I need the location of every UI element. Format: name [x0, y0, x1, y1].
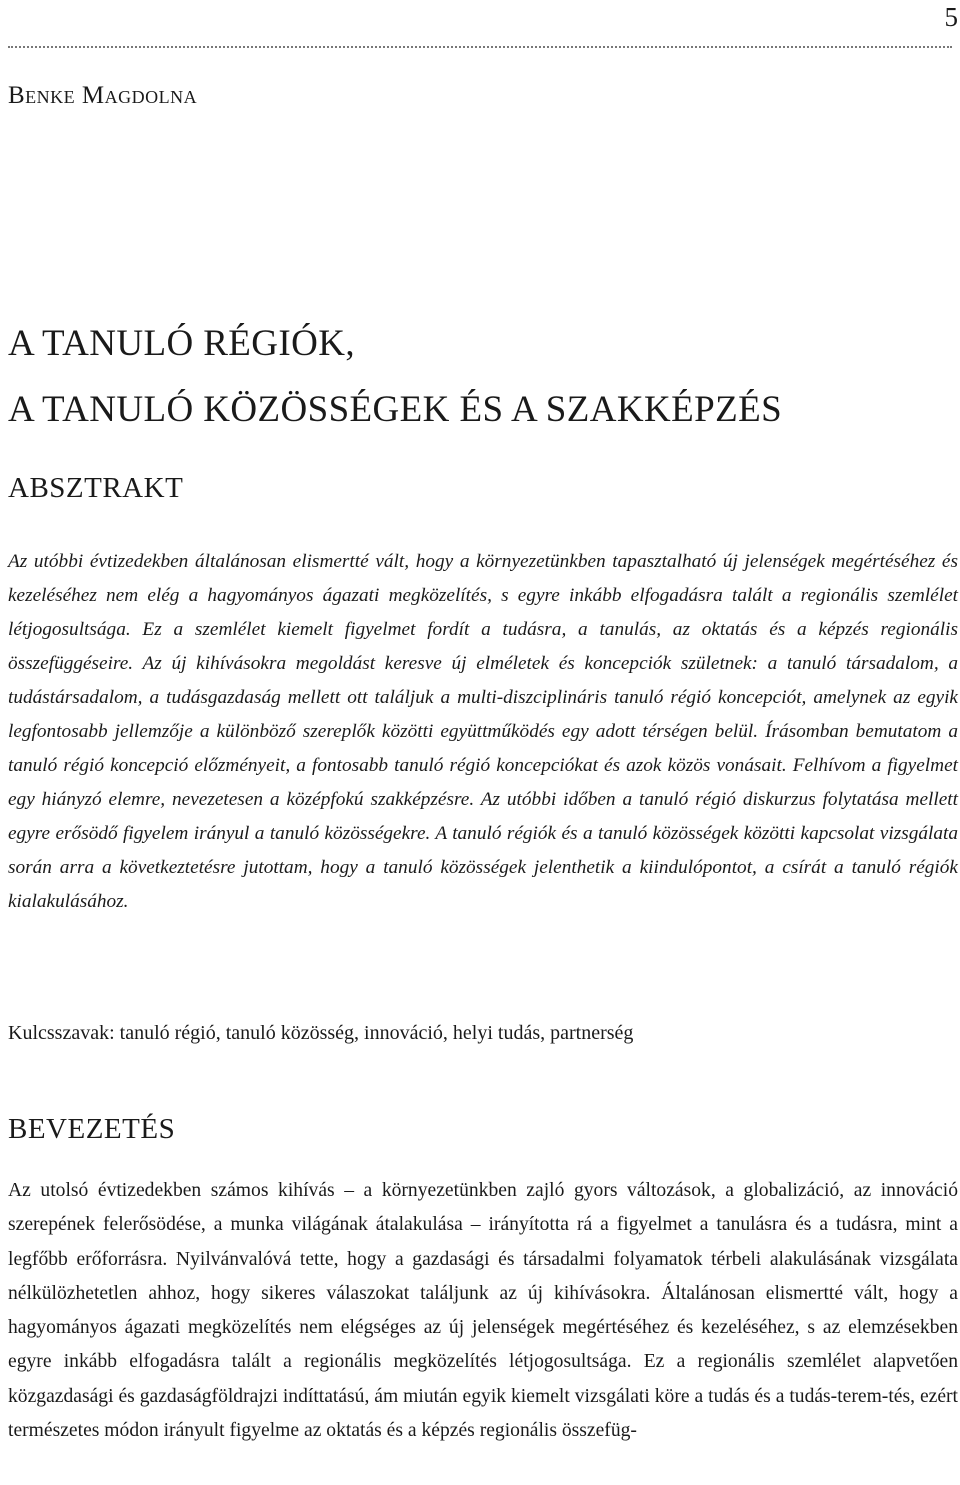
page-number: 5 — [944, 2, 958, 32]
article-title-line-1: A TANULÓ RÉGIÓK, — [8, 323, 356, 364]
introduction-paragraph: Az utolsó évtizedekben számos kihívás – a környezetünkben zajló gyors változások, a globalizáció, az innováció szerepének felerősödése, a munka világának átalakulása – irányította rá a figyelmet a tanulásra és a tudásra, mint a legfőbb erőforrásra. Nyilvánvalóvá tette, hogy a gazdasági és társadalmi folyamatok térbeli alakulásának vizsgálata nélkülözhetetlen ahhoz, hogy sikeres válaszokat találjunk az új kihívásokra. Általánosan elismertté vált, hogy a hagyományos ágazati megközelítés nem elégséges az új jelenségek megértéséhez és kezeléséhez, s az elemzésekben egyre inkább elfogadásra talált a regionális megközelítés létjogosultsága. Ez a regionális szemlélet alapvetően közgazdasági és gazdaságföldrajzi indíttatású, ám miután egyik kiemelt vizsgálati köre a tudás és a tudás-terem-tés, ezért természetes módon irányult figyelme az oktatás és a képzés regionális összefüg- — [8, 1180, 958, 1442]
article-title — [8, 311, 952, 443]
abstract-paragraph: Az utóbbi évtizedekben általánosan elismertté vált, hogy a környezetünkben tapasztalható új jelenségek megértéséhez és kezeléséhez nem elég a hagyományos ágazati megközelítés, s egyre inkább elfogadásra talált a regionális szemlélet létjogosultsága. Ez a szemlélet kiemelt figyelmet fordít a tudásra, a tanulás, az oktatás és a képzés regionális összefüggéseire. Az új kihívásokra megoldást keresve új elméletek és koncepciók születnek: a tanuló társadalom, a tudástársadalom, a tudásgazdaság mellett ott találjuk a multi-diszciplináris tanuló régió koncepciót, amelynek az egyik legfontosabb jellemzője a különböző szereplők közötti együttműködés egy adott térségen belül. Írásomban bemutatom a tanuló régió koncepció előzményeit, a fontosabb tanuló régió koncepciókat és azok közös vonásait. Felhívom a figyelmet egy hiányzó elemre, nevezetesen a középfokú szakképzésre. Az utóbbi időben a tanuló régió diskurzus folytatása mellett egyre erősödő figyelem irányul a tanuló közösségekre. A tanuló régiók és a tanuló közösségek közötti kapcsolat vizsgálata során arra a következtetésre jutottam, hogy a tanuló közösségek jelenthetik a kiindulópontot, a csírát a tanuló régiók kialakulásához. — [8, 551, 958, 912]
introduction-heading: BEVEZETÉS — [8, 1113, 176, 1145]
keywords: Kulcsszavak: tanuló régió, tanuló közösség, innováció, helyi tudás, partnerség — [8, 1022, 634, 1044]
author-name: Benke Magdolna — [8, 82, 198, 109]
article-title-line-2: A TANULÓ KÖZÖSSÉGEK ÉS A SZAKKÉPZÉS — [8, 389, 783, 430]
abstract-heading: ABSZTRAKT — [8, 472, 184, 504]
header-divider — [8, 46, 952, 48]
